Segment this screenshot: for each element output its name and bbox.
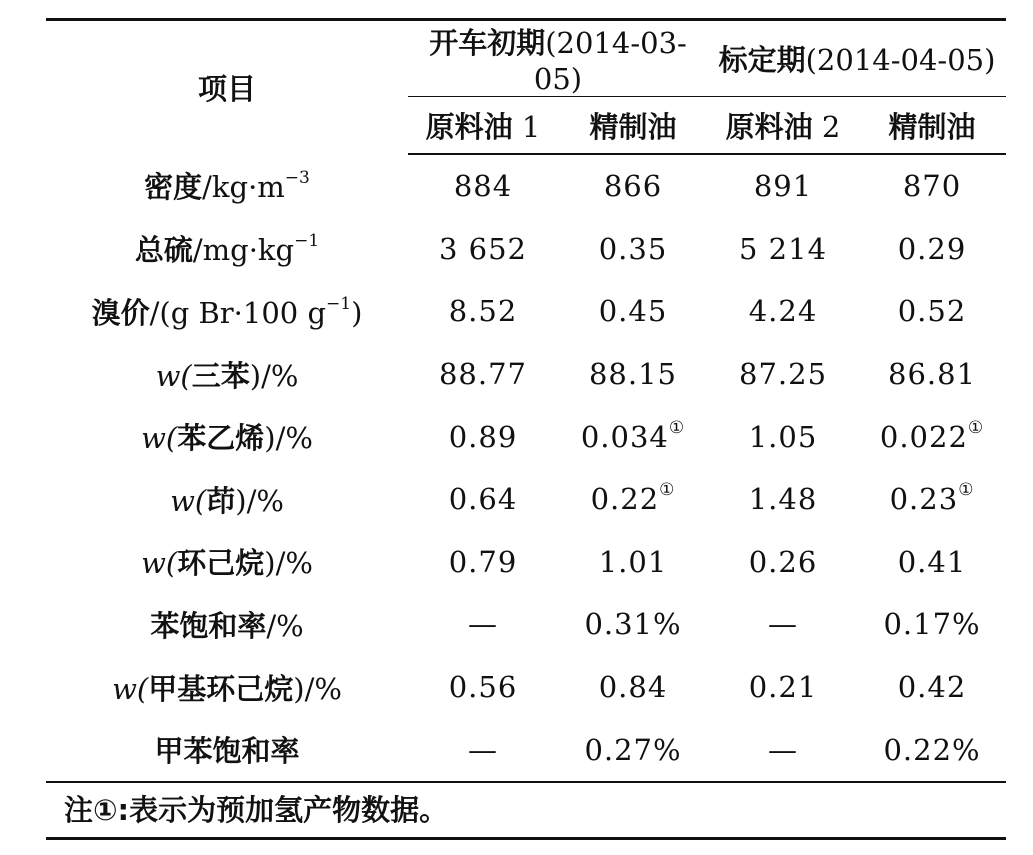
table-cell (858, 468, 1006, 531)
row-item-label (46, 593, 408, 656)
table-cell (858, 718, 1006, 781)
row-item-label (46, 656, 408, 719)
table-body (46, 154, 1006, 781)
header-group-initial (408, 20, 708, 97)
cell-footnote-mark: ① (668, 417, 686, 438)
table-cell (408, 718, 558, 781)
table-cell (708, 280, 858, 343)
table-cell (708, 343, 858, 406)
table-cell (408, 154, 558, 218)
table-cell (408, 531, 558, 594)
row-name: 苯饱和率 (150, 608, 267, 643)
header-item: 项目 (197, 72, 256, 106)
table-cell (858, 280, 1006, 343)
row-unit-exponent: −1 (294, 231, 320, 252)
table-row (46, 718, 1006, 781)
row-name: 甲苯饱和率 (154, 734, 300, 769)
cell-value: 0.27% (584, 732, 682, 767)
cell-value: — (768, 607, 799, 642)
row-prefix: w( (141, 421, 178, 456)
table-row (46, 656, 1006, 719)
cell-value: 0.45 (598, 294, 668, 329)
row-item-label (46, 343, 408, 406)
table-cell (858, 154, 1006, 218)
table-cell (408, 218, 558, 281)
cell-value: 1.48 (748, 482, 818, 517)
table-cell (408, 280, 558, 343)
cell-value: 87.25 (739, 357, 828, 392)
row-item-label (46, 531, 408, 594)
cell-value: 0.17% (883, 607, 981, 642)
row-name: 环己烷 (177, 546, 265, 581)
data-table-wrapper (46, 18, 1006, 840)
table-header (46, 20, 1006, 155)
table-cell (708, 405, 858, 468)
table-cell (558, 531, 708, 594)
table-cell (408, 405, 558, 468)
cell-value: 88.77 (438, 357, 528, 392)
table-cell (408, 343, 558, 406)
cell-value: 0.89 (448, 419, 518, 454)
table-row (46, 531, 1006, 594)
cell-value: 1.05 (748, 419, 818, 454)
cell-value: 0.56 (448, 670, 518, 705)
row-prefix: w( (112, 671, 149, 706)
cell-value: 870 (902, 169, 962, 204)
row-item-label (46, 280, 408, 343)
row-prefix: w( (170, 483, 207, 518)
cell-value: 4.24 (748, 294, 818, 329)
row-name: 甲基环己烷 (148, 671, 294, 706)
table-cell (558, 218, 708, 281)
cell-value: 0.31% (584, 607, 682, 642)
row-unit: )/% (249, 358, 299, 393)
row-name: 密度 (144, 170, 203, 205)
cell-value: 0.29 (897, 231, 967, 266)
table-row (46, 218, 1006, 281)
cell-value: 5 214 (739, 231, 828, 266)
table-cell (558, 656, 708, 719)
row-item-label (46, 218, 408, 281)
cell-value: 0.52 (897, 294, 967, 329)
table-row (46, 154, 1006, 218)
cell-footnote-mark: ① (659, 480, 676, 501)
table-cell (858, 405, 1006, 468)
row-unit: /mg·kg (192, 233, 295, 268)
cell-value: 0.21 (748, 670, 818, 705)
table-cell (408, 656, 558, 719)
row-unit: )/% (235, 483, 284, 518)
cell-value: 884 (453, 169, 513, 204)
table-cell (858, 531, 1006, 594)
group2-label: 标定期 (718, 43, 806, 77)
table-row (46, 593, 1006, 656)
row-name: 苯乙烯 (177, 421, 265, 456)
table-cell (558, 718, 708, 781)
table-cell (708, 468, 858, 531)
subcol-refined-oil-1: 精制油 (558, 97, 708, 155)
row-unit: /kg·m (202, 170, 285, 205)
group1-label: 开车初期 (429, 26, 546, 60)
table-row (46, 343, 1006, 406)
cell-value: 0.35 (598, 231, 668, 266)
row-item-label (46, 405, 408, 468)
cell-value: 0.22% (883, 732, 981, 767)
table-cell (708, 718, 858, 781)
row-item-label (46, 468, 408, 531)
row-unit-tail: ) (351, 295, 363, 330)
group2-date: (2014-04-05) (805, 43, 996, 77)
cell-value: 0.23 (889, 482, 959, 517)
cell-footnote-mark: ① (967, 417, 985, 438)
cell-value: 0.022 (879, 419, 968, 454)
row-unit: )/% (264, 546, 313, 581)
table-row (46, 468, 1006, 531)
group1-date: (2014-03-05) (533, 26, 687, 96)
table-cell (858, 218, 1006, 281)
cell-value: — (468, 732, 498, 767)
table-cell (408, 468, 558, 531)
row-unit: /(g Br·100 g (149, 295, 327, 330)
cell-value: 866 (603, 169, 663, 204)
header-group-calibration (708, 20, 1006, 97)
table-cell (858, 656, 1006, 719)
cell-value: — (468, 607, 498, 642)
cell-value: 0.79 (448, 544, 518, 579)
row-unit-exponent: −1 (326, 293, 352, 314)
table-cell (558, 405, 708, 468)
header-row-groups (46, 20, 1006, 97)
row-item-label (46, 154, 408, 218)
table-cell (858, 593, 1006, 656)
table-cell (858, 343, 1006, 406)
subcol-feed-oil-1: 原料油 1 (408, 97, 558, 155)
row-item-label (46, 718, 408, 781)
cell-value: 8.52 (448, 294, 518, 329)
table-cell (708, 531, 858, 594)
row-unit: /% (266, 608, 304, 643)
cell-value: 0.64 (448, 482, 518, 517)
table-cell (558, 468, 708, 531)
table-cell (408, 593, 558, 656)
table-cell (558, 343, 708, 406)
cell-value: 0.26 (748, 544, 818, 579)
cell-value: 1.01 (598, 544, 668, 579)
row-name: 总硫 (134, 233, 193, 268)
cell-value: 3 652 (438, 231, 528, 266)
row-name: 茚 (206, 483, 236, 518)
row-unit-exponent: −3 (284, 168, 310, 189)
cell-value: 86.81 (888, 357, 977, 392)
cell-value: 0.84 (598, 670, 668, 705)
table-cell (708, 656, 858, 719)
row-prefix: w( (141, 546, 178, 581)
cell-footnote-mark: ① (958, 480, 975, 501)
row-prefix: w( (155, 358, 192, 393)
row-unit: )/% (264, 421, 313, 456)
cell-value: 0.034 (580, 419, 669, 454)
cell-value: 88.15 (588, 357, 678, 392)
subcol-refined-oil-2: 精制油 (858, 97, 1006, 155)
table-cell (708, 154, 858, 218)
table-row (46, 280, 1006, 343)
cell-value: 0.41 (897, 544, 967, 579)
cell-value: 0.22 (590, 482, 660, 517)
table-cell (558, 154, 708, 218)
table-row (46, 405, 1006, 468)
subcol-feed-oil-2: 原料油 2 (708, 97, 858, 155)
cell-value: — (768, 732, 799, 767)
row-name: 溴价 (91, 295, 150, 330)
table-note: 注①:表示为预加氢产物数据。 (46, 781, 1006, 840)
row-name: 三苯 (191, 358, 250, 393)
data-table (46, 18, 1006, 781)
table-cell (708, 218, 858, 281)
cell-value: 0.42 (897, 670, 967, 705)
table-cell (708, 593, 858, 656)
row-unit: )/% (293, 671, 342, 706)
table-cell (558, 280, 708, 343)
table-cell (558, 593, 708, 656)
cell-value: 891 (753, 169, 813, 204)
